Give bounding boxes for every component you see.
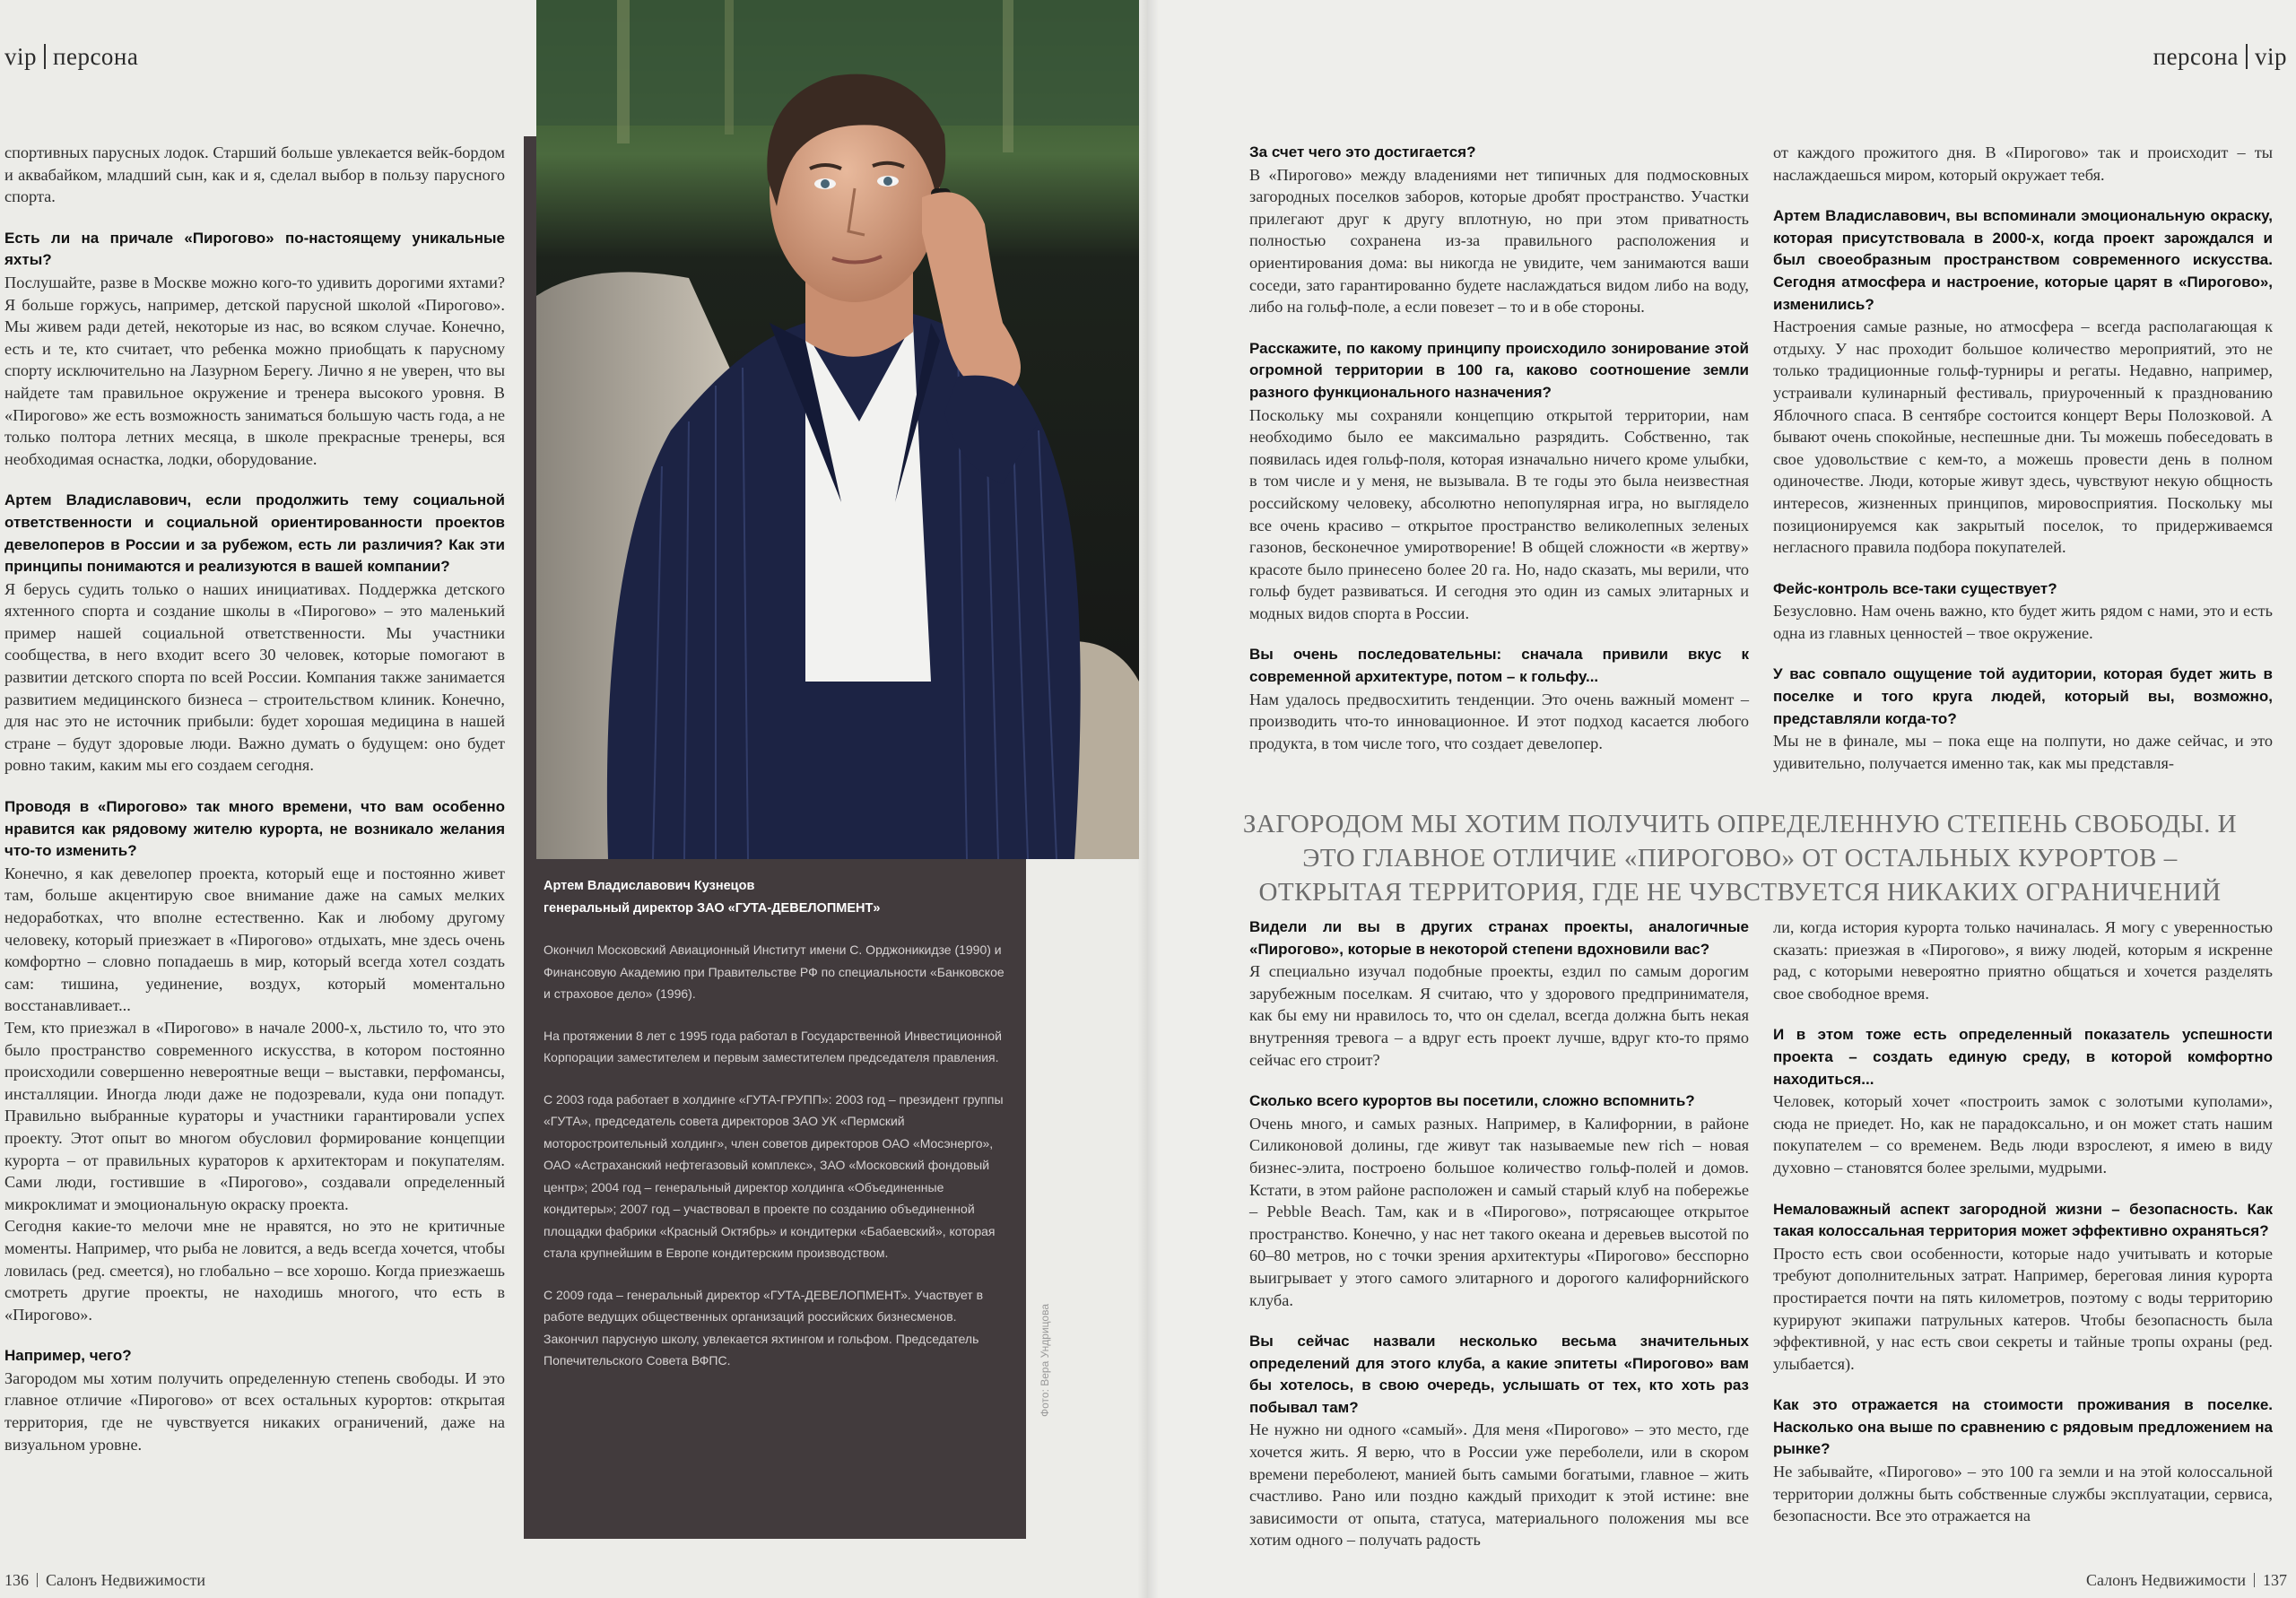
portrait-photo <box>536 0 1139 859</box>
interview-question: Вы сейчас назвали несколько весьма значительных определений для этого клуба, а какие эпитеты «Пирогово» вам бы хотелось, в свою очередь, услышать от тех, кто хоть раз побывал там? <box>1249 1333 1749 1416</box>
answer-paragraph: Поскольку мы сохраняли концепцию открытой территории, нам необходимо было ее максимально разрядить. Собственно, так появилась идея гольф-поля, которая изначально ничего кроме улыбки, в том числе и у меня, не вызывала. В те годы это была неизвестная российскому человеку, абсолютно непопулярная игра, но выглядело все очень красиво – открытое пространство великолепных зеленых газонов, бесконечное умиротворение! В общей сложности «в жертву» красоте было принесено более 20 га. Но, надо сказать, мы верили, что гольф будет развиваться. И сегодня это один из самых элитарных и модных видов спорта в России. <box>1249 405 1749 622</box>
answer-paragraph: ли, когда история курорта только начиналась. Я могу с уверенностью сказать: приезжая в «Пирогово», я вижу людей, которым я искренне рад, с которыми невероятно приятно общаться и хочется разделять свое свободное время. <box>1773 918 2273 1003</box>
left-section-header <box>4 43 138 71</box>
article-column-3-top <box>1249 142 1749 807</box>
answer-paragraph: В «Пирогово» между владениями нет типичных для подмосковных загородных поселков заборов, которые дробят пространство. Участки прилегают друг к другу вплотную, но при этом приватность полностью сохранена из-за правильного расположения и ориентирования дома: вы никогда не увидите, чем занимаются ваши соседи, зато гарантированно будете наслаждаться видом либо на воду, либо на гольф-поле, а если повезет – то и в обе стороны. <box>1249 165 1749 317</box>
left-footer <box>4 1571 205 1590</box>
answer-paragraph: Настроения самые разные, но атмосфера – всегда располагающая к отдыху. У нас проходит большое количество мероприятий, это не только традиционные гольф-турниры и регаты. Недавно, например, устраивали кулинарный фестиваль, приуроченный к празднованию Яблочного спаса. В сентябре состоится концерт Веры Полозковой. А бывают очень спокойные, неспешные дни. Ты можешь побеседовать в свое удовольствие с кем-то, а можешь провести день в полном одиночестве. Люди, которые живут здесь, чувствуют некую общность интересов, жизненных принципов, мировосприятия. Поскольку мы позиционируемся как закрытый поселок, то придерживаемся негласного правила подбора покупателей. <box>1773 317 2273 557</box>
bio-paragraph: С 2009 года – генеральный директор «ГУТА-ДЕВЕЛОПМЕНТ». Участвует в работе ведущих общественных организаций российских бизнесменов. Закончил парусную школу, увлекается яхтингом и гольфом. Председатель Попечительского Совета ВФПС. <box>544 1287 984 1368</box>
header-separator <box>44 44 46 69</box>
answer-paragraph: Очень много, и самых разных. Например, в Калифорнии, в районе Силиконовой долины, где живут так называемые new rich – новая бизнес-элита, построено большое количество гольф-полей и домов. Кстати, в этом районе расположен и самый старый клуб на побережье – Pebble Beach. Там, как и в «Пирогово», потрясающее открытое пространство. Конечно, у нас нет такого океана и деревьев высотой по 60–80 метров, но с точки зрения архитектуры «Пирогово» бесспорно выигрывает у этого самого элитарного и дорогого калифорнийского клуба. <box>1249 1114 1749 1309</box>
interview-question: И в этом тоже есть определенный показатель успешности проекта – создать единую среду, в которой комфортно находиться... <box>1773 1026 2273 1088</box>
bio-paragraph: На протяжении 8 лет с 1995 года работал в Государственной Инвестиционной Корпорации заместителем и первым заместителем председателя правления. <box>544 1028 1002 1064</box>
section-label-persona: персона <box>53 43 139 70</box>
answer-paragraph: от каждого прожитого дня. В «Пирогово» так и происходит – ты наслаждаешься миром, который окружает тебя. <box>1773 143 2273 184</box>
answer-paragraph: Нам удалось предвосхитить тенденции. Это очень важный момент – производить что-то инновационное. И этот подход касается любого продукта, в том числе того, что создает девелопер. <box>1249 690 1749 752</box>
interview-question: Например, чего? <box>4 1347 132 1365</box>
right-footer <box>2086 1571 2287 1590</box>
section-label-vip: vip <box>2254 43 2287 70</box>
answer-paragraph: Просто есть свои особенности, которые надо учитывать и которые требуют дополнительных затрат. Например, береговая линия курорта простирается почти на пять километров, поэтому с воды территорию курируют экипажи патрульных катеров. Чтобы безопасность была эффективной, у нас есть свои секреты и тайные тропы охраны (ред. улыбается). <box>1773 1244 2273 1373</box>
page-number: 136 <box>4 1571 29 1589</box>
section-label-vip: vip <box>4 43 38 70</box>
interview-question: Немаловажный аспект загородной жизни – безопасность. Как такая колоссальная территория может эффективно охраняться? <box>1773 1200 2273 1240</box>
interview-question: Артем Владиславович, если продолжить тему социальной ответственности и социальной ориентированности проектов девелоперов в России и за рубежом, есть ли различия? Как эти принципы понимаются и реализуются в вашей компании? <box>4 491 505 576</box>
page-number: 137 <box>2263 1571 2287 1589</box>
answer-paragraph: Человек, который хочет «построить замок с золотыми куполами», сюда не приедет. Но, как не парадоксально, и он может стать нашим покупателем – со временем. Ведь люди взрослеют, я имею в виду духовно – становятся более зрелыми, мудрыми. <box>1773 1092 2273 1177</box>
answer-paragraph: Я берусь судить только о наших инициативах. Поддержка детского яхтенного спорта и создание школы в «Пирогово» – это маленький пример нашей социальной ответственности. Мы участники сообщества, в него входит всего 30 человек, которые помогают в развитии детского спорта по всей России. Компания также занимается развитием медицинского бизнеса – строительством клиник. Конечно, для нас это не источник прибыли: будет хорошая медицина в нашей стране – будут здоровые люди. Важно думать о будущем: оно будет ровно таким, каким мы его создаем сегодня. <box>4 579 505 775</box>
interview-question: Как это отражается на стоимости проживания в поселке. Насколько она выше по сравнению с рядовым предложением на рынке? <box>1773 1396 2273 1458</box>
section-label-persona: персона <box>2152 43 2239 70</box>
right-section-header <box>2153 43 2287 71</box>
interview-question: Видели ли вы в других странах проекты, аналогичные «Пирогово», которые в некоторой степени вдохновили вас? <box>1249 918 1749 958</box>
footer-separator <box>2254 1573 2255 1587</box>
bio-name: Артем Владиславович Кузнецов <box>544 879 755 893</box>
answer-paragraph: Сегодня какие-то мелочи мне не нравятся, но это не критичные моменты. Например, что рыба не ловится, а ведь всегда хочется, чтобы ловилась (ред. смеется), но глобально – все хорошо. Когда приезжаешь смотреть другие проекты, не находишь многого, что есть в «Пирогово». <box>4 1217 505 1324</box>
bio-paragraph: Окончил Московский Авиационный Институт имени С. Орджоникидзе (1990) и Финансовую Академию при Правительстве РФ по специальности «Банковское и страховое дело» (1996). <box>544 942 1004 1001</box>
interview-question: У вас совпало ощущение той аудитории, которая будет жить в поселке и того круга людей, который вы, возможно, представляли когда-то? <box>1773 665 2273 727</box>
pull-quote: ЗАГОРОДОМ МЫ ХОТИМ ПОЛУЧИТЬ ОПРЕДЕЛЕННУЮ СТЕПЕНЬ СВОБОДЫ. И ЭТО ГЛАВНОЕ ОТЛИЧИЕ «ПИРОГОВО» ОТ ОСТАЛЬНЫХ КУРОРТОВ – ОТКРЫТАЯ ТЕРРИТОРИЯ, ГДЕ НЕ ЧУВСТВУЕТСЯ НИКАКИХ ОГРАНИЧЕНИЙ <box>1242 810 2238 907</box>
article-column-4-bottom <box>1773 916 2273 1540</box>
interview-question: Есть ли на причале «Пирогово» по-настоящему уникальные яхты? <box>4 229 505 269</box>
bio-caption-box <box>524 859 1026 1539</box>
answer-paragraph: Тем, кто приезжал в «Пирогово» в начале 2000-х, льстило то, что это было пространство современного искусства, в котором постоянно происходили совершенно невероятные вещи – выставки, перфомансы, инсталляции. Иногда люди даже не подозревали, куда они попадут. Правильно выбранные кураторы и участники гарантировали успех проекту. Этот опыт во многом обусловил формирование концепции курорта – от правильных кураторов к архитекторам и покупателям. Сами люди, гостившие в «Пирогово», создавали определенный микроклимат и эмоциональную окраску проекта. <box>4 1018 505 1213</box>
footer-separator <box>37 1573 38 1587</box>
page-gutter <box>1137 0 1159 1598</box>
bio-paragraph: С 2003 года работает в холдинге «ГУТА-ГРУПП»: 2003 год – президент группы «ГУТА», председатель совета директоров ЗАО УК «Пермский моторостроительный холдинг», член советов директоров ОАО «Мосэнерго», ОАО «Астраханский нефтегазовый комплекс», ЗАО «Московский фондовый центр»; 2004 год – генеральный директор холдинга «Объединенные кондитеры»; 2007 год – участвовал в проекте по созданию объединенной площадки фабрики «Красный Октябрь» и кондитерки «Бабаевский», которая стала крупнейшим в Европе кондитерским производством. <box>544 1091 1004 1260</box>
answer-paragraph: Послушайте, разве в Москве можно кого-то удивить дорогими яхтами? Я больше горжусь, например, детской парусной школой «Пирогово». Мы живем ради детей, некоторые из нас, во всяком случае. Конечно, есть и те, кто считает, что ребенка можно приобщать к парусному спорту исключительно на Лазурном Берегу. Лично я не уверен, что вы найдете там правильное окружение и тренера высокого уровня. В «Пирогово» же есть возможность заниматься большую часть года, а не только полтора летних месяца, в школе прекрасные тренеры, вся необходимая оснастка, лодки, оборудование. <box>4 273 505 468</box>
magazine-name: Салонъ Недвижимости <box>2085 1571 2246 1589</box>
answer-paragraph: Не забывайте, «Пирогово» – это 100 га земли и на этой колоссальной территории должны быть собственные службы эксплуатации, сервиса, безопасности. Все это отражается на <box>1773 1463 2273 1525</box>
portrait-illustration <box>536 0 1139 859</box>
article-column-3-bottom <box>1249 916 1749 1550</box>
answer-paragraph: спортивных парусных лодок. Старший больше увлекается вейк-бордом и аквабайком, младший сын, как и я, сделал выбор в пользу парусного спорта. <box>4 143 505 206</box>
answer-paragraph: Мы не в финале, мы – пока еще на полпути, но даже сейчас, и это удивительно, получается именно так, как мы представля- <box>1773 732 2273 772</box>
interview-question: За счет чего это достигается? <box>1249 143 1476 161</box>
bio-position: генеральный директор ЗАО «ГУТА-ДЕВЕЛОПМЕНТ» <box>544 900 881 916</box>
interview-question: Сколько всего курортов вы посетили, сложно вспомнить? <box>1249 1092 1695 1110</box>
header-separator <box>2246 44 2248 69</box>
answer-paragraph: Безусловно. Нам очень важно, кто будет жить рядом с нами, это и есть одна из главных ценностей – твое окружение. <box>1773 602 2273 642</box>
interview-question: Фейс-контроль все-таки существует? <box>1773 579 2057 597</box>
answer-paragraph: Я специально изучал подобные проекты, ездил по самым дорогим зарубежным поселкам. Я считаю, что у здорового предпринимателя, как бы ему ни нравилось то, что он сделал, всегда должна быть некая внутренняя тревога – а вдруг есть проект лучше, вдруг кто-то прямо сейчас его строит? <box>1249 962 1749 1069</box>
caption-accent-bar <box>524 136 536 859</box>
interview-question: Артем Владиславович, вы вспоминали эмоциональную окраску, которая присутствовала в 2000-х, когда проект зарождался и был своеобразным пространством современного искусства. Сегодня атмосфера и настроение, которые царят в «Пирогово», изменились? <box>1773 207 2273 313</box>
article-column-1 <box>4 142 505 1541</box>
answer-paragraph: Не нужно ни одного «самый». Для меня «Пирогово» – это место, где хочется жить. Я верю, что в России уже переболели, или в скором времени переболеют, манией быть самыми богатыми, главное – жить счастливо. Рано или поздно каждый приходит к этой истине: вне зависимости от опыта, статуса, материального положения мы все хотим одного – получать радость <box>1249 1420 1749 1550</box>
interview-question: Вы очень последовательны: сначала привили вкус к современной архитектуре, потом – к гольфу... <box>1249 646 1749 686</box>
answer-paragraph: Конечно, я как девелопер проекта, который еще и постоянно живет там, больше акцентирую свое внимание даже на самых мелких недоработках, что вполне естественно. Как и любому другому человеку, который приезжает в «Пирогово» отдыхать, мне здесь очень комфортно – словно попадаешь в мир, который всегда хотел создать сам: тишина, уединение, воздух, который моментально восстанавливает... <box>4 864 505 1015</box>
photo-credit: Фото: Вера Ундрицова <box>1039 1303 1051 1417</box>
article-column-4-top <box>1773 142 2273 807</box>
interview-question: Расскажите, по какому принципу происходило зонирование этой огромной территории в 100 га, каково соотношение земли разного функционального назначения? <box>1249 339 1749 401</box>
magazine-name: Салонъ Недвижимости <box>46 1571 206 1589</box>
interview-question: Проводя в «Пирогово» так много времени, что вам особенно нравится как рядовому жителю курорта, не возникало желания что-то изменить? <box>4 798 505 860</box>
answer-paragraph: Загородом мы хотим получить определенную степень свободы. И это главное отличие «Пирогово» от всех остальных курортов: открытая территория, где не чувствуется никаких ограничений, даже на визуальном уровне. <box>4 1368 505 1454</box>
